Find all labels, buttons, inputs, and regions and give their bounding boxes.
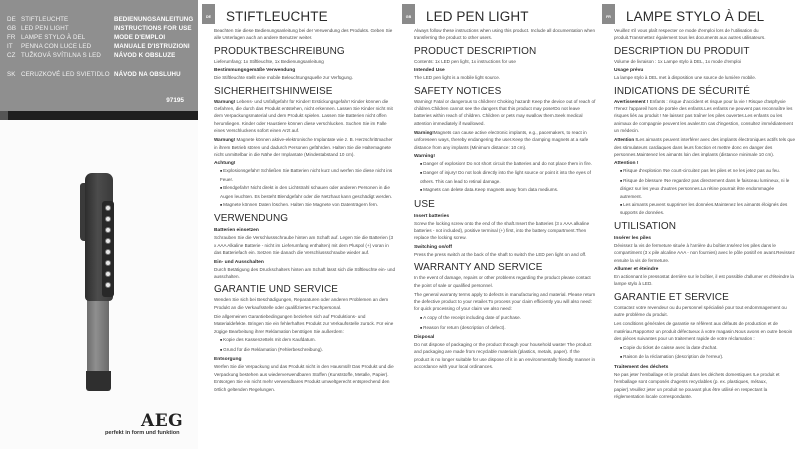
heading-warranty: GARANTIE ET SERVICE — [614, 291, 729, 303]
led-icon — [105, 260, 111, 266]
contents-text: Lieferumfang: 1x Stiftleuchte, 1x Bedienungsanleitung — [214, 58, 324, 64]
heading-product-description: DESCRIPTION DU PRODUIT — [614, 45, 750, 57]
led-icon — [105, 238, 111, 244]
led-icon — [105, 271, 111, 277]
heading-switching: Switching on/off — [414, 244, 453, 250]
disposal-text: Ne pas jeter l'emballage et le produit dans les déchets domestiques !Le produit et l'emballage sont composés d'agents recyclables (p. ex. plastiques, métaux, papier).Veuillez jeter un produit ne pouvant plus être utilisé en respectant la réglementation locale correspondante. — [614, 371, 780, 399]
warning-magnets — [214, 136, 396, 158]
list-item: ■ Magnets can delete data.Keep magnets away from data mediums. — [414, 186, 596, 194]
list-item: ■ Grund für die Reklamation (Fehlerbeschreibung). — [214, 346, 396, 354]
heading-attention: Warning! — [414, 153, 436, 159]
warning-text: Les aimants peuvent interférer avec des implants électroniques actifs tels que des stimulateurs cardiaques dans leurs fonction et mettre donc en danger des personnes.Maintenez les aimants loin des implants (distance minimale 10 cm). — [614, 137, 796, 157]
heading-intended-use: Usage prévu — [614, 68, 644, 74]
language-tag: GB — [402, 4, 415, 24]
heading-insert-batteries: Insérer les piles — [614, 235, 651, 241]
heading-intended-use: Bestimmungsgemäße Verwendung — [214, 68, 296, 74]
list-item: ■ Risque de blessure !Ne regardez pas directement dans le faisceau lumineux, ni le dirigez sur les yeux d'autres personnes.La rétine pourrait être endommagée autrement. — [614, 177, 796, 200]
warning-label: Warning! — [414, 129, 434, 135]
led-icon — [105, 282, 111, 288]
heading-use: VERWENDUNG — [214, 213, 289, 225]
language-code: GB — [7, 25, 17, 32]
heading-product-description: PRODUCT DESCRIPTION — [414, 45, 537, 57]
heading-attention: Achtung! — [214, 161, 236, 167]
insert-batteries-text: Dévissez la vis de fermeture située à l'arrière du boîtier.Insérez les piles dans le compartiment (3 x pile alcaline AAA - non fournies) avec le pôle positif en avant.Revissez ensuite la vis de fermeture. — [614, 242, 795, 263]
product-name: STIFTLEUCHTE — [21, 16, 69, 23]
warranty-text: In the event of damage, repairs or other problems regarding the product please contact the point of sale or qualified personnel. — [414, 275, 591, 288]
intro-text: Always follow these instructions when using this product. Include all documentation when transferring the product to other users. — [414, 28, 596, 41]
language-tag: FR — [602, 4, 615, 24]
warning-text: Enfants : risque d'accident et risque pour la vie ! Risque d'asphyxie !Tenez l'appareil hors de portée des enfants.Les enfants ne peuvent pas reconnaître les risques liés au produit ! Ne laissez pas traîner les piles ouvertes.Les enfants ou les animaux de compagnie peuvent les avaler.En cas d'ingestion, consultez immédiatement un médecin. — [614, 98, 793, 134]
led-pen-light-image — [80, 173, 116, 401]
cover-language-row — [7, 24, 204, 33]
warranty-terms-text: Die allgemeinen Garantiebedingungen beziehen sich auf Produktions- und Materialdefekte. Bringen Sie ein fehlerhaftes Produkt zur Verkaufsstelle zurück. Für eine zügige Bearbeitung ihrer Reklamation benötigen Sie außerdem: — [214, 313, 394, 334]
language-code: FR — [7, 34, 16, 41]
heading-intended-use: Intended Use — [414, 68, 445, 74]
warning-label: Attention ! — [614, 137, 637, 143]
list-item: ■ Risque d'explosion !Ne court-circuitez pas les piles et ne les jetez pas au feu. — [614, 167, 796, 175]
language-tag: DE — [202, 4, 215, 24]
product-name: CERUZKOVÉ LED SVIETIDLO — [21, 71, 110, 78]
warranty-text: Contactez votre revendeur ou du personnel spécialisé pour tout endommagement ou autre problème du produit. — [614, 304, 787, 318]
language-code: IT — [7, 43, 13, 50]
product-name: PENNA CON LUCE LED — [21, 43, 92, 50]
disposal-text: Do not dispose of packaging or the product through your household waste! The product and packaging are made from recyclable materials (plastics, metals, paper). If the product is no longer suitable for use dispose of it in an environmentally friendly manner in accordance with your local ordinances. — [414, 342, 596, 370]
aeg-logo: AEG — [141, 411, 184, 431]
warranty-terms-text: Les conditions générales de garantie se réfèrent aux défauts de production et de matériau.Rapportez un produit défectueux à votre magasin.Nous avons en outre besoin des pièces suivantes pour un traitement rapide de votre réclamation : — [614, 321, 793, 341]
list-item: ■ Kopie des Kassenzettels mit dem Kaufdatum. — [214, 336, 396, 344]
warning-label: Warnung! — [214, 137, 236, 143]
language-code: DE — [7, 16, 16, 23]
warning-children — [614, 98, 796, 135]
pen-end-cap — [86, 371, 111, 391]
pen-shaft — [87, 293, 109, 375]
warranty-text: Wenden Sie sich bei Beschädigungen, Reparaturen oder anderen Problemen an dem Produkt an die Verkaufsstelle oder qualifiziertes Fachpersonal. — [214, 297, 389, 310]
warning-label: Avertissement ! — [614, 98, 649, 104]
section-title-row — [202, 4, 396, 24]
heading-disposal: Disposal — [414, 335, 435, 341]
heading-disposal: Entsorgung — [214, 357, 242, 363]
heading-insert-batteries: Batterien einsetzen — [214, 228, 259, 234]
led-icon — [105, 249, 111, 255]
list-item: ■ Danger of injury! Do not look directly into the light source or point it into the eyes of others. This can lead to retinal damage. — [414, 169, 596, 185]
list-item: ■ Raison de la réclamation (description de l'erreur). — [614, 353, 796, 361]
column-french — [602, 0, 796, 449]
section-title-row — [402, 4, 596, 24]
language-code: CZ — [7, 52, 16, 59]
intended-use-text: Die Stiftleuchte stellt eine mobile Beleuchtungsquelle zur Verfügung. — [214, 75, 353, 81]
cover-language-row — [7, 51, 204, 60]
instructions-label: MODE D'EMPLOI — [114, 34, 166, 41]
switching-text: Press the press switch at the back of the shaft to switch the LED pen light on and off. — [414, 251, 587, 257]
cover-language-row — [7, 42, 204, 51]
list-item: ■ Danger of explosion! Do not short circuit the batteries and do not place them in fire. — [414, 160, 596, 168]
page-title: LAMPE STYLO À DEL — [626, 9, 765, 24]
list-item: ■ Magnete können Daten löschen. Halten Sie Magnete von Datenträgern fern. — [214, 201, 396, 209]
heading-safety: INDICATIONS DE SÉCURITÉ — [614, 85, 751, 97]
led-panel — [102, 201, 114, 297]
insert-batteries-text: Schrauben Sie die Verschlussschraube hinten am Schaft auf. Legen Sie die Batterien (3 x AAA Alkaline Batterie - nicht im Lieferumfang enthalten) mit dem Pluspol (+) voran in das Batteriefach ein. Setzen Sie danach die Verschlussschraube wieder auf. — [214, 235, 394, 256]
list-item: ■ A copy of the receipt including date of purchase. — [414, 314, 596, 322]
warning-text: Magnets can cause active electronic implants, e.g., pacemakers, to react in unforeseen ways, thereby endangering the user.Keep the clamping magnets at a safe distance from any implants (Minimum distance: 10 cm). — [414, 129, 589, 150]
heading-safety: SICHERHEITSHINWEISE — [214, 85, 333, 97]
cover-page — [0, 0, 198, 449]
intended-use-text: The LED pen light is a mobile light source. — [414, 75, 501, 81]
led-icon — [105, 205, 111, 211]
instructions-label: BEDIENUNGSANLEITUNG — [114, 16, 194, 23]
warning-label: Warnung! — [214, 98, 236, 104]
cover-language-row — [7, 15, 204, 24]
intended-use-text: La lampe stylo à DEL met à disposition une source de lumière mobile. — [614, 75, 757, 81]
heading-attention: Attention ! — [614, 161, 639, 167]
heading-product-description: PRODUKTBESCHREIBUNG — [214, 45, 345, 57]
heading-disposal: Traitement des déchets — [614, 364, 669, 370]
section-title-row — [602, 4, 796, 24]
warning-children — [214, 98, 396, 135]
switching-text: Durch Betätigung des Druckschalters hinten am Schaft lässt sich die Stiftleuchte ein- und ausschalten. — [214, 266, 396, 280]
list-item: ■ Reason for return (description of defect). — [414, 324, 596, 332]
language-code: SK — [7, 71, 16, 78]
warning-text: Magnete können aktive-elektronische Implantate wie z. B. Herzschrittmacher in ihrem Betrieb stören und dadurch Personen gefährden. Halten Sie die Haltemagnete nicht unmittelbar in die Nähe der Implantate (Mindestabstand 10 cm). — [214, 137, 393, 157]
list-item: ■ Explosionsgefahr! Schließen Sie Batterien nicht kurz und werfen Sie diese nicht ins Feuer. — [214, 167, 396, 183]
page-title: STIFTLEUCHTE — [226, 9, 328, 24]
contents-text: Volume de livraison : 1x Lampe stylo à DEL, 1x mode d'emploi — [614, 58, 742, 64]
intro-text: Veuillez s'il vous plaît respecter ce mode d'emploi lors de l'utilisation du produit.Transmettez également tous les documents aux autres utilisateurs. — [614, 28, 766, 41]
led-icon — [105, 216, 111, 222]
list-item: ■ Copie du ticket de caisse avec la date d'achat. — [614, 344, 796, 352]
intro-text: Beachten Sie diese Bedienungsanleitung bei der Verwendung des Produkts. Geben Sie alle Unterlagen auch an andere Benutzer weiter. — [214, 28, 393, 41]
heading-switching: Ein- und Ausschalten — [214, 259, 264, 265]
heading-switching: Allumer et éteindre — [614, 267, 659, 273]
heading-safety: SAFETY NOTICES — [414, 85, 502, 97]
product-name: LED PEN LIGHT — [21, 25, 69, 32]
contents-text: Contents: 1x LED pen light, 1x instructions for use — [414, 58, 516, 64]
instructions-label: INSTRUCTIONS FOR USE — [114, 25, 192, 32]
page-title: LED PEN LIGHT — [426, 9, 529, 24]
cover-divider-bar — [0, 111, 198, 120]
cover-header — [0, 0, 198, 111]
cover-language-row — [7, 70, 204, 79]
heading-warranty: GARANTIE UND SERVICE — [214, 284, 339, 296]
led-icon — [105, 227, 111, 233]
column-english — [402, 0, 596, 449]
heading-insert-batteries: Insert batteries — [414, 213, 450, 219]
list-item: ■ Blendgefahr! Nicht direkt in den Lichtstrahl schauen oder anderen Personen in die Augen leuchten. Es besteht Blendgefahr oder die Netzhaut kann geschädigt werden. — [214, 184, 396, 200]
instructions-label: MANUALE D'ISTRUZIONI — [114, 43, 190, 50]
warning-text: Lebens- und Unfallgefahr für Kinder! Erstickungsgefahr! Kinder können die Gefahren, die durch das Produkt entstehen, nicht erkennen. Lassen Sie Kinder nicht mit dem Verpackungsmaterial und dem Produkt spielen. Lassen Sie Batterien nicht offen herumliegen. Kinder oder Haustiere können diese verschlucken. Suchen Sie im Falle eines Verschluckens sofort einen Arzt auf. — [214, 98, 393, 134]
warning-magnets — [614, 136, 796, 158]
heading-warranty: WARRANTY AND SERVICE — [414, 262, 543, 274]
switching-text: En actionnant le pressostat derrière sur le boîtier, il est possible d'allumer et d'éteindre la lampe stylo à LED. — [614, 274, 794, 287]
product-name: TUŽKOVÁ SVÍTILNA S LED — [21, 52, 101, 59]
column-german — [202, 0, 396, 449]
warranty-terms-text: The general warranty terms apply to defects in manufacturing and material. Please return the defective product to your retailer.To process your claim efficiently you will also need: for quick processing of your claim we also need: — [414, 291, 596, 312]
instructions-label: NÁVOD K OBSLUZE — [114, 52, 176, 59]
disposal-text: Werfen Sie die Verpackung und das Produkt nicht in den Hausmüll! Das Produkt und die Verpackung bestehen aus wiederverwendbaren Stoffen (Kunststoffe, Metalle, Papier). Entsorgen Sie ein nicht mehr verwendbares Produkt umweltgerecht entsprechend den örtlich geltenden Regelungen. — [214, 364, 394, 392]
instructions-label: NÁVOD NA OBSLUHU — [114, 71, 181, 78]
product-name: LAMPE STYLO À DEL — [21, 34, 86, 41]
warning-children: Warning! Fatal or dangerous to children! Choking hazard! Keep the device out of reach of children.Children cannot see the dangers that this product may pose!Do not leave batteries within reach of children. Children or pets may swallow them.Seek medical attention immediately if swallowed. — [414, 98, 596, 126]
list-item: ■ Les aimants peuvent supprimer les données.Maintenez les aimants éloignés des supports de données. — [614, 201, 796, 217]
cover-language-row — [7, 33, 204, 42]
cover-divider-stub — [0, 111, 8, 120]
brand-tagline: perfekt in form und funktion — [105, 430, 180, 436]
insert-batteries-text: Screw the locking screw onto the end of the shaft.Insert the batteries (3 x AAA alkaline batteries - not included), positive terminal (+) first, into the battery compartment.Then replace the locking screw. — [414, 220, 590, 241]
article-number: 97195 — [166, 97, 184, 104]
heading-use: USE — [414, 198, 435, 210]
pen-head — [85, 173, 113, 301]
heading-use: UTILISATION — [614, 220, 677, 232]
warning-magnets — [414, 129, 596, 151]
